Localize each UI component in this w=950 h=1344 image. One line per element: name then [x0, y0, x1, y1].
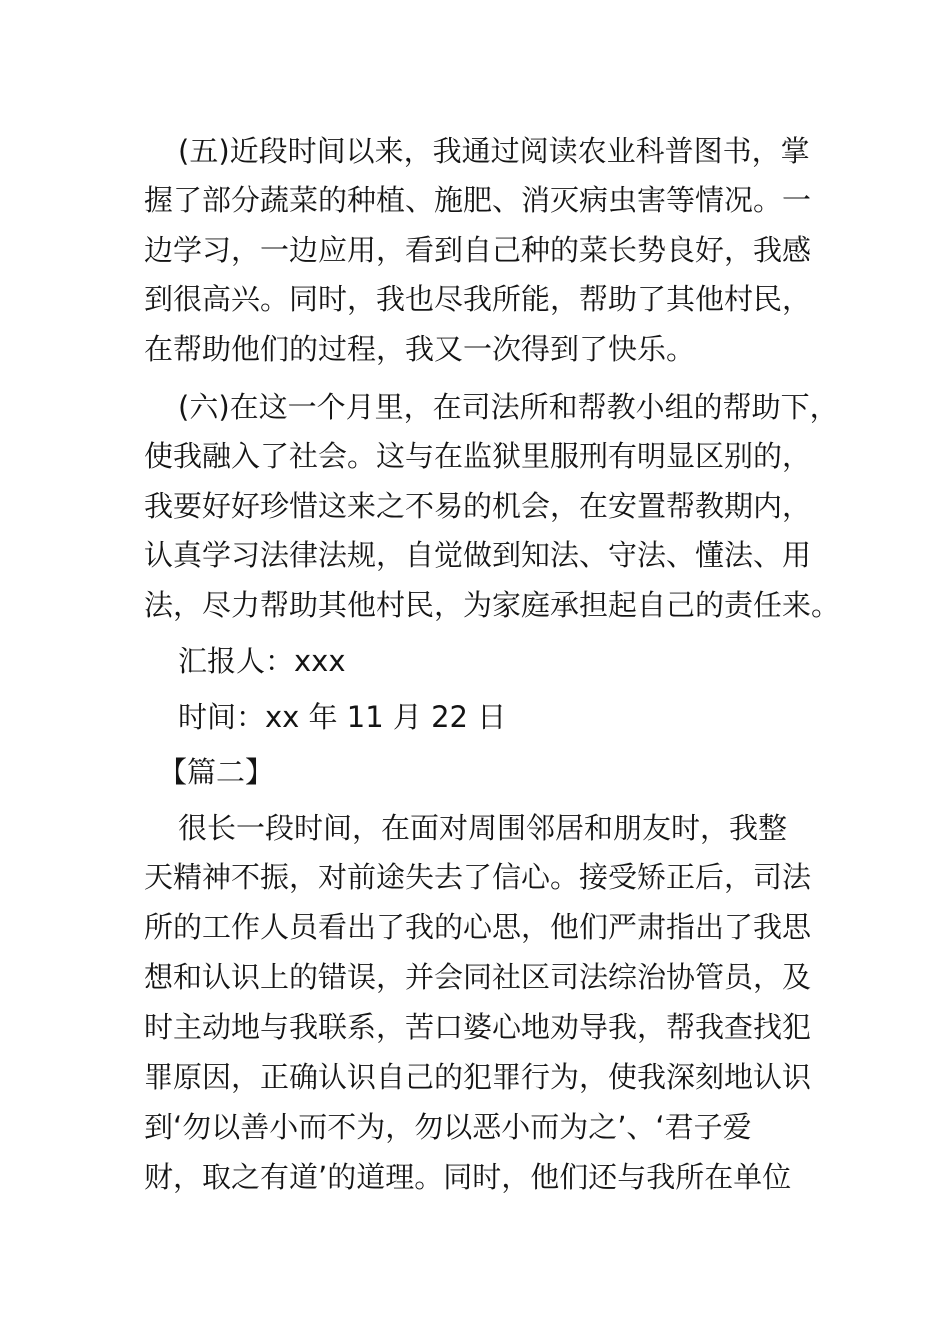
paragraph-5-line-2: 握了部分蔬菜的种植、施肥、消灭病虫害等情况。一 — [144, 183, 812, 217]
paragraph-6-line-1: (六)在这一个月里，在司法所和帮教小组的帮助下， — [178, 390, 839, 424]
paragraph-p2-line-8: 财，取之有道’的道理。同时，他们还与我所在单位 — [144, 1160, 792, 1194]
paragraph-5-line-1: (五)近段时间以来，我通过阅读农业科普图书，掌 — [178, 134, 810, 168]
paragraph-p2-line-1: 很长一段时间，在面对周围邻居和朋友时，我整 — [178, 811, 788, 845]
paragraph-6-line-2: 使我融入了社会。这与在监狱里服刑有明显区别的， — [144, 439, 812, 473]
paragraph-6-line-4: 认真学习法律法规，自觉做到知法、守法、懂法、用 — [144, 538, 812, 572]
paragraph-5-line-5: 在帮助他们的过程，我又一次得到了快乐。 — [144, 332, 696, 366]
reporter-line: 汇报人：xxx — [178, 644, 346, 678]
paragraph-p2-line-3: 所的工作人员看出了我的心思，他们严肃指出了我思 — [144, 910, 812, 944]
section-heading: 【篇二】 — [158, 755, 275, 789]
paragraph-5-line-4: 到很高兴。同时，我也尽我所能，帮助了其他村民， — [144, 282, 812, 316]
paragraph-6-line-3: 我要好好珍惜这来之不易的机会，在安置帮教期内， — [144, 489, 812, 523]
paragraph-p2-line-4: 想和认识上的错误，并会同社区司法综治协管员，及 — [144, 960, 812, 994]
paragraph-5-line-3: 边学习，一边应用，看到自己种的菜长势良好，我感 — [144, 233, 812, 267]
paragraph-p2-line-5: 时主动地与我联系，苦口婆心地劝导我，帮我查找犯 — [144, 1010, 812, 1044]
paragraph-p2-line-7: 到‘勿以善小而不为，勿以恶小而为之’、‘君子爱 — [144, 1110, 752, 1144]
paragraph-p2-line-6: 罪原因，正确认识自己的犯罪行为，使我深刻地认识 — [144, 1060, 812, 1094]
paragraph-p2-line-2: 天精神不振，对前途失去了信心。接受矫正后，司法 — [144, 860, 812, 894]
date-line: 时间：xx 年 11 月 22 日 — [178, 700, 507, 734]
paragraph-6-line-5: 法，尽力帮助其他村民，为家庭承担起自己的责任来。 — [144, 588, 841, 622]
